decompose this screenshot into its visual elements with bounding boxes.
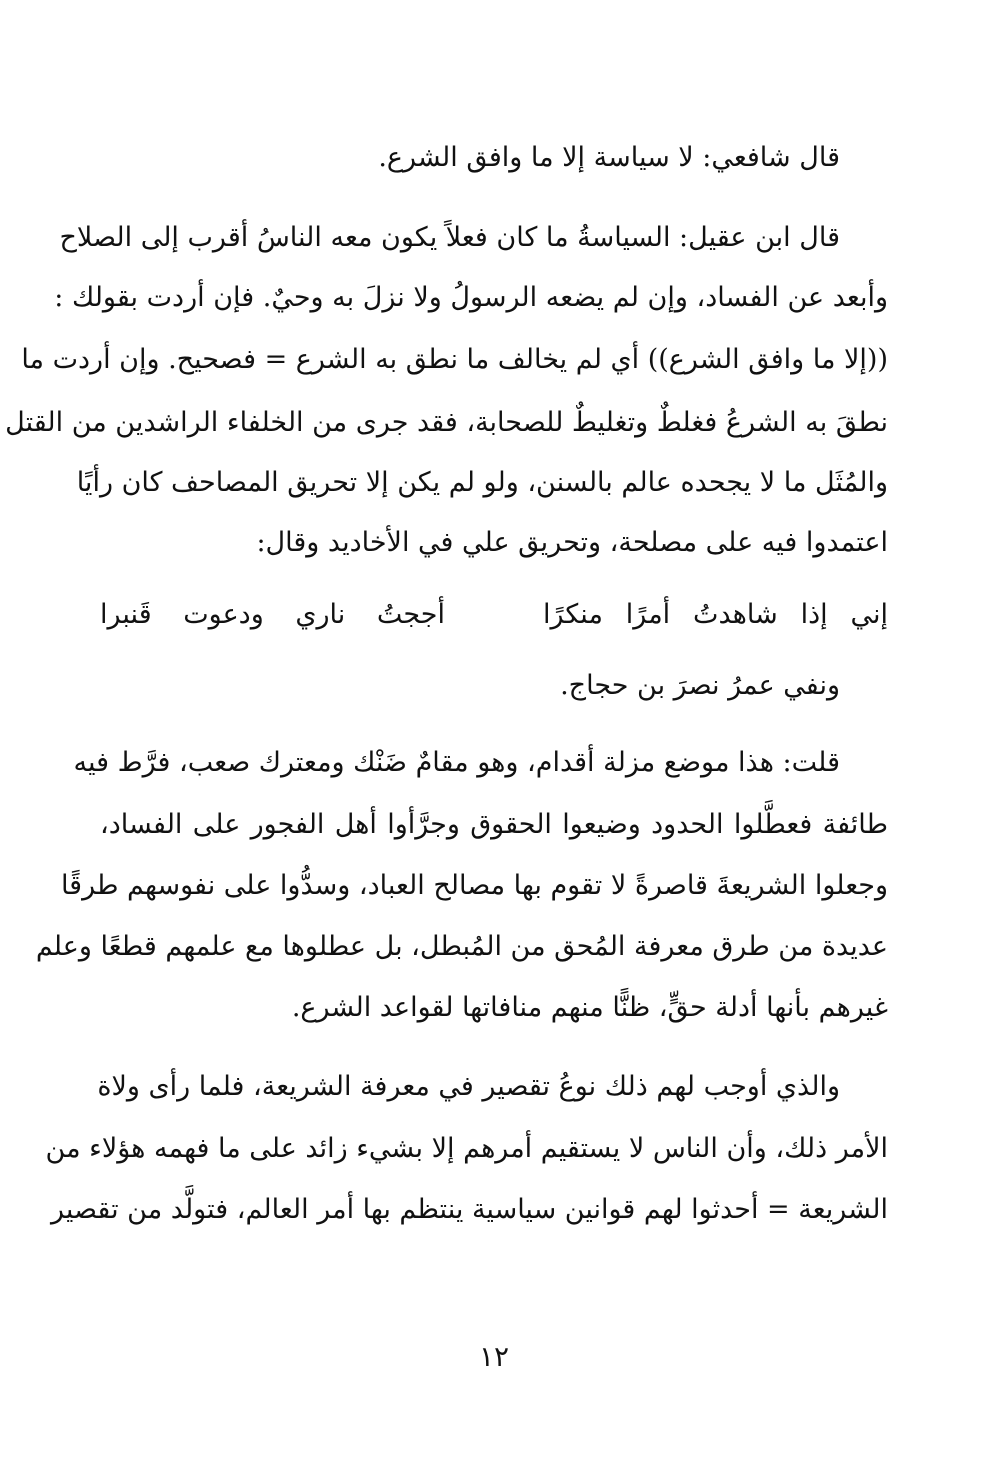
paragraph-5-line-1: والذي أوجب لهم ذلك نوعُ تقصير في معرفة الشريعة، فلما رأى ولاة xyxy=(97,1071,840,1102)
verse-second-hemistich: أججتُ ناري ودعوت قَنبرا xyxy=(100,599,445,630)
paragraph-2-line-6: اعتمدوا فيه على مصلحة، وتحريق علي في الأخاديد وقال: xyxy=(256,527,888,558)
paragraph-2-line-3: ((إلا ما وافق الشرع)) أي لم يخالف ما نطق به الشرع = فصحيح. وإن أردت ما xyxy=(21,344,888,375)
paragraph-2-line-2: وأبعد عن الفساد، وإن لم يضعه الرسولُ ولا نزلَ به وحيٌ. فإن أردت بقولك : xyxy=(54,282,888,313)
book-page xyxy=(5,0,888,1464)
paragraph-2-line-5: والمُثَل ما لا يجحده عالم بالسنن، ولو لم يكن إلا تحريق المصاحف كان رأيًا xyxy=(76,467,888,498)
poem-verse xyxy=(100,585,888,645)
paragraph-5-line-2: الأمر ذلك، وأن الناس لا يستقيم أمرهم إلا بشيء زائد على ما فهمه هؤلاء من xyxy=(45,1133,888,1164)
paragraph-4-line-5: غيرهم بأنها أدلة حقٍّ، ظنًّا منهم منافاتها لقواعد الشرع. xyxy=(291,992,888,1023)
verse-first-hemistich: إني إذا شاهدتُ أمرًا منكرًا xyxy=(543,599,888,630)
paragraph-4-line-4: عديدة من طرق معرفة المُحق من المُبطل، بل عطلوها مع علمهم قطعًا وعلم xyxy=(35,931,888,962)
paragraph-4-line-2: طائفة فعطَّلوا الحدود وضيعوا الحقوق وجرَّأوا أهل الفجور على الفساد، xyxy=(100,809,888,840)
paragraph-2-line-1: قال ابن عقيل: السياسةُ ما كان فعلاً يكون معه الناسُ أقرب إلى الصلاح xyxy=(59,222,840,253)
paragraph-5-line-3: الشريعة = أحدثوا لهم قوانين سياسية ينتظم بها أمر العالم، فتولَّد من تقصير xyxy=(50,1194,888,1225)
paragraph-3-line-1: ونفي عمرُ نصرَ بن حجاج. xyxy=(560,670,840,701)
paragraph-2-line-4: نطقَ به الشرعُ فغلطٌ وتغليطٌ للصحابة، فقد جرى من الخلفاء الراشدين من القتل xyxy=(5,407,888,438)
paragraph-1-line-1: قال شافعي: لا سياسة إلا ما وافق الشرع. xyxy=(378,142,840,173)
page-number: ١٢ xyxy=(478,1340,510,1373)
paragraph-4-line-1: قلت: هذا موضع مزلة أقدام، وهو مقامٌ ضَنْك ومعترك صعب، فرَّط فيه xyxy=(73,747,840,778)
paragraph-4-line-3: وجعلوا الشريعةَ قاصرةً لا تقوم بها مصالح العباد، وسدُّوا على نفوسهم طرقًا xyxy=(60,870,888,901)
